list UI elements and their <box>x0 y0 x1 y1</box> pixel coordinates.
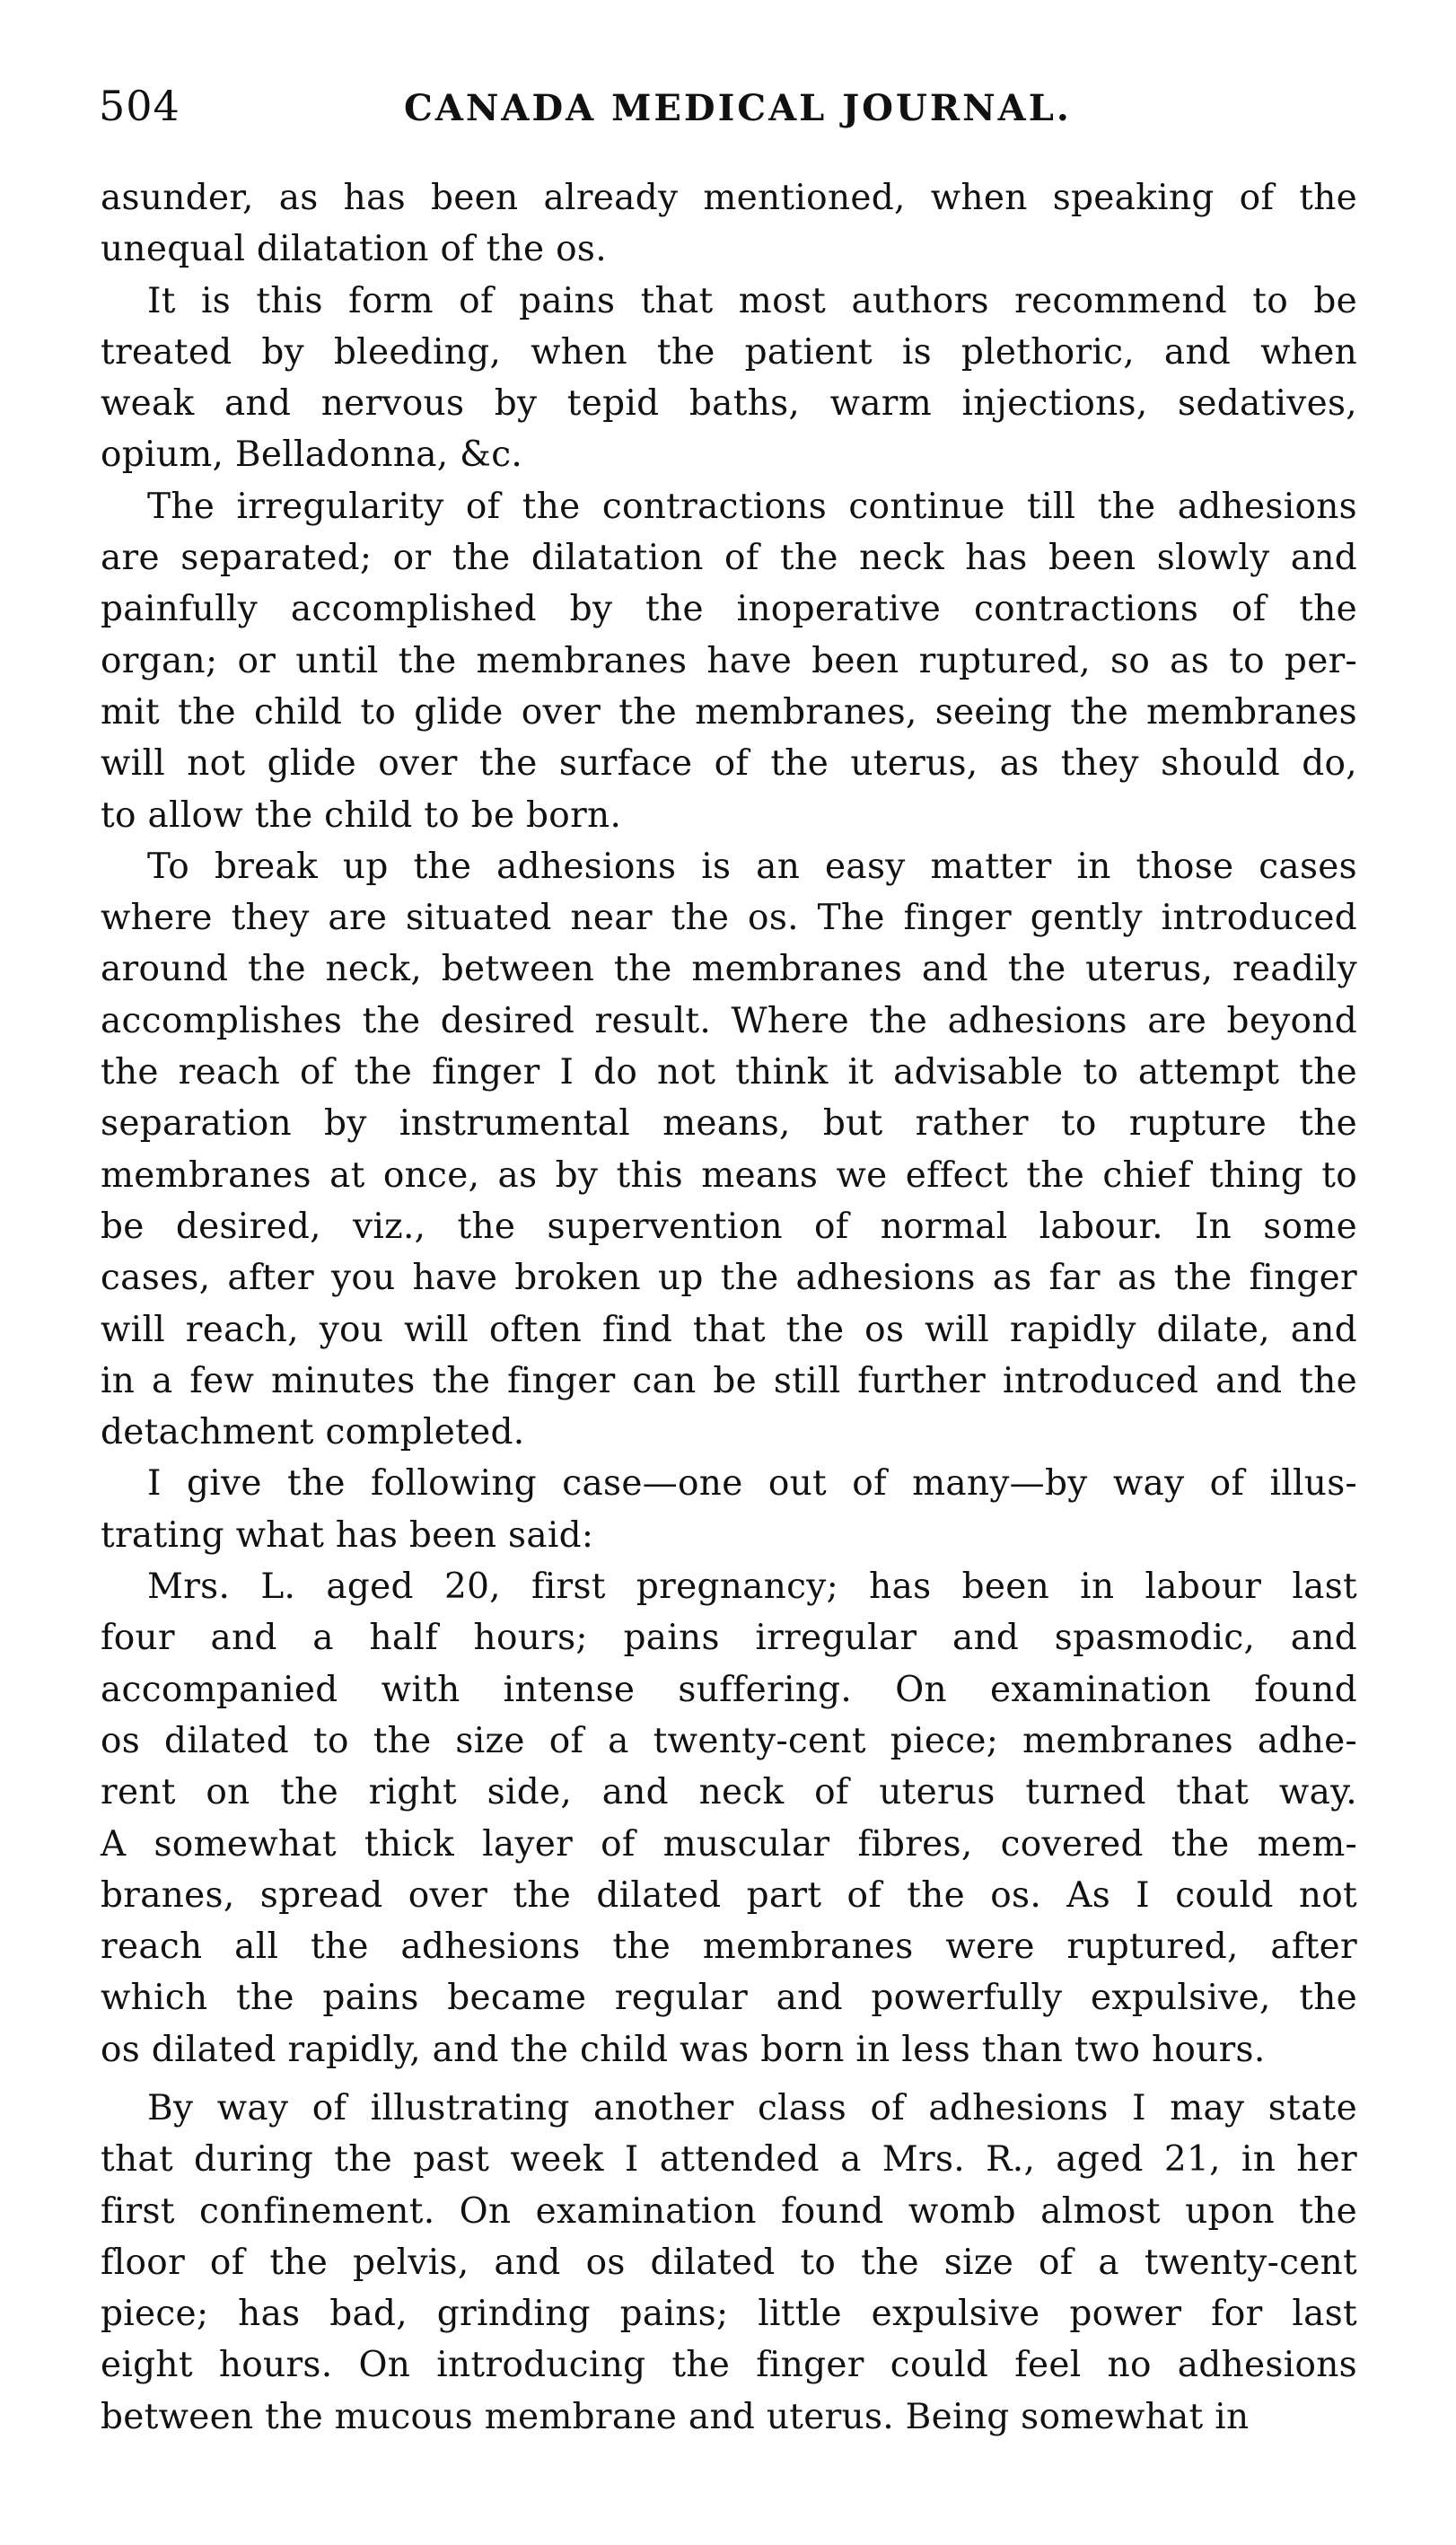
text-line: mit the child to glide over the membranes, seeing the membranes <box>101 691 1357 733</box>
text-line: Mrs. L. aged 20, first pregnancy; has been in labour last <box>147 1566 1357 1608</box>
text-line: first confinement. On examination found womb almost upon the <box>101 2190 1357 2232</box>
text-line: branes, spread over the dilated part of the os. As I could not <box>101 1874 1357 1916</box>
text-line: opium, Belladonna, &c. <box>101 434 523 476</box>
text-line: that during the past week I attended a Mrs. R., aged 21, in her <box>101 2139 1357 2181</box>
page-number: 504 <box>99 82 180 130</box>
paragraph <box>101 1458 1357 1561</box>
text-line: floor of the pelvis, and os dilated to the size of a twenty-cent <box>101 2242 1357 2283</box>
text-line: are separated; or the dilatation of the neck has been slowly and <box>101 538 1357 579</box>
text-line: will not glide over the surface of the uterus, as they should do, <box>101 743 1357 785</box>
text-line: reach all the adhesions the membranes were ruptured, after <box>101 1926 1357 1968</box>
paragraph <box>101 841 1357 1459</box>
text-line: organ; or until the membranes have been ruptured, so as to per- <box>101 640 1357 681</box>
paragraph <box>101 276 1357 481</box>
text-line: By way of illustrating another class of adhesions I may state <box>147 2087 1357 2128</box>
text-line: unequal dilatation of the os. <box>101 229 607 270</box>
text-line: accomplishes the desired result. Where the adhesions are beyond <box>101 1000 1357 1041</box>
text-line: be desired, viz., the supervention of normal labour. In some <box>101 1206 1357 1247</box>
text-line: asunder, as has been already mentioned, when speaking of the <box>101 178 1357 218</box>
text-line: accompanied with intense suffering. On examination found <box>101 1669 1357 1710</box>
text-line: where they are situated near the os. The finger gently introduced <box>101 898 1357 939</box>
text-line: rent on the right side, and neck of uterus turned that way. <box>101 1772 1357 1813</box>
text-line: os dilated to the size of a twenty-cent piece; membranes adhe- <box>101 1720 1357 1761</box>
text-line: four and a half hours; pains irregular and spasmodic, and <box>101 1618 1357 1659</box>
text-line: around the neck, between the membranes and the uterus, readily <box>101 949 1357 990</box>
text-line: To break up the adhesions is an easy matter in those cases <box>147 846 1357 887</box>
text-line: painfully accomplished by the inoperative contractions of the <box>101 589 1357 630</box>
page-header <box>99 83 1355 136</box>
text-line: the reach of the finger I do not think it advisable to attempt the <box>101 1052 1357 1093</box>
text-line: treated by bleeding, when the patient is plethoric, and when <box>101 331 1357 373</box>
text-line: membranes at once, as by this means we effect the chief thing to <box>101 1154 1357 1196</box>
paragraph-gap <box>101 2075 1357 2083</box>
text-line: between the mucous membrane and uterus. Being somewhat in <box>101 2396 1250 2437</box>
paragraph <box>101 2083 1357 2443</box>
text-line: in a few minutes the finger can be still further introduced and the <box>101 1360 1357 1401</box>
paragraph <box>101 1561 1357 2075</box>
text-line: A somewhat thick layer of muscular fibres, covered the mem- <box>101 1823 1357 1865</box>
text-line: trating what has been said: <box>101 1514 594 1556</box>
text-line: I give the following case—one out of many—by way of illus- <box>147 1463 1357 1505</box>
text-line: weak and nervous by tepid baths, warm injections, sedatives, <box>101 383 1357 425</box>
text-line: os dilated rapidly, and the child was born in less than two hours. <box>101 2029 1266 2070</box>
text-line: to allow the child to be born. <box>101 794 622 836</box>
text-line: which the pains became regular and powerfully expulsive, the <box>101 1978 1357 2019</box>
text-line: detachment completed. <box>101 1412 525 1453</box>
text-line: separation by instrumental means, but rather to rupture the <box>101 1103 1357 1145</box>
text-line: eight hours. On introducing the finger could feel no adhesions <box>101 2345 1357 2386</box>
text-line: The irregularity of the contractions continue till the adhesions <box>147 486 1357 527</box>
running-title: CANADA MEDICAL JOURNAL. <box>404 87 1072 129</box>
paragraph <box>101 172 1357 276</box>
paragraph <box>101 481 1357 841</box>
text-line: It is this form of pains that most authors recommend to be <box>147 280 1357 321</box>
text-line: piece; has bad, grinding pains; little expulsive power for last <box>101 2294 1357 2335</box>
article-body <box>101 172 1357 2443</box>
text-line: cases, after you have broken up the adhesions as far as the finger <box>101 1258 1357 1299</box>
text-line: will reach, you will often find that the os will rapidly dilate, and <box>101 1309 1357 1350</box>
